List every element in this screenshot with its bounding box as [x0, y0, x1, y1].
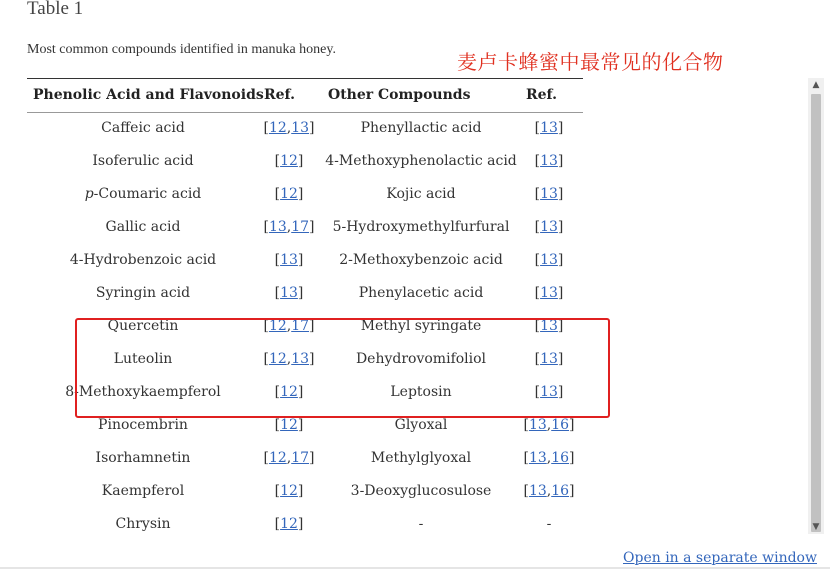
chinese-annotation: 麦卢卡蜂蜜中最常见的化合物: [457, 50, 724, 74]
phenolic-compound-cell: Chrysin: [115, 516, 171, 532]
reference-link[interactable]: 13: [540, 186, 558, 202]
phenolic-ref-cell: [12,17]: [263, 450, 315, 466]
other-compound-cell: 4-Methoxyphenolactic acid: [325, 153, 517, 169]
reference-link[interactable]: 13: [540, 318, 558, 334]
other-compound-cell: Kojic acid: [386, 186, 456, 202]
other-compound-cell: 5-Hydroxymethylfurfural: [332, 219, 510, 235]
reference-link[interactable]: 13: [528, 417, 547, 433]
table-row: [27, 252, 583, 285]
other-ref-cell: [13]: [534, 153, 564, 169]
phenolic-compound-cell: Syringin acid: [95, 285, 191, 301]
phenolic-ref-cell: [12,13]: [263, 351, 315, 367]
header-ref-1: Ref.: [264, 87, 295, 103]
table-top-rule: [27, 78, 583, 79]
reference-link[interactable]: 12: [268, 450, 287, 466]
table-row: [27, 516, 583, 549]
table-row: [27, 153, 583, 186]
reference-link[interactable]: 12: [280, 153, 298, 169]
other-compound-cell: Dehydrovomifoliol: [355, 351, 487, 367]
reference-link[interactable]: 17: [291, 450, 310, 466]
vertical-scrollbar[interactable]: [808, 78, 824, 534]
phenolic-ref-cell: [12,17]: [263, 318, 315, 334]
reference-link[interactable]: 13: [280, 252, 298, 268]
table-header-rule: [27, 112, 583, 113]
reference-link[interactable]: 12: [280, 516, 298, 532]
phenolic-compound-cell: Isoferulic acid: [92, 153, 194, 169]
other-compound-cell: Leptosin: [390, 384, 452, 400]
other-ref-cell: [13]: [534, 120, 564, 136]
other-compound-cell: Methyl syringate: [360, 318, 482, 334]
other-ref-cell: [13]: [534, 186, 564, 202]
scroll-down-icon[interactable]: ▼: [812, 522, 820, 532]
reference-link[interactable]: 17: [291, 318, 310, 334]
reference-link[interactable]: 13: [280, 285, 298, 301]
phenolic-ref-cell: [12]: [274, 153, 304, 169]
table-title: Table 1: [27, 0, 84, 19]
other-ref-cell: -: [546, 516, 552, 532]
table-caption: Most common compounds identified in manuka honey.: [27, 42, 336, 57]
phenolic-ref-cell: [12]: [274, 384, 304, 400]
phenolic-compound-cell: Caffeic acid: [101, 120, 185, 136]
reference-link[interactable]: 12: [268, 351, 287, 367]
header-ref-2: Ref.: [526, 87, 557, 103]
phenolic-ref-cell: [13]: [274, 252, 304, 268]
phenolic-compound-cell: Gallic acid: [105, 219, 181, 235]
reference-link[interactable]: 13: [268, 219, 287, 235]
other-compound-cell: 3-Deoxyglucosulose: [350, 483, 492, 499]
phenolic-compound-cell: Isorhamnetin: [95, 450, 191, 466]
header-other: Other Compounds: [328, 87, 471, 103]
reference-link[interactable]: 13: [540, 219, 558, 235]
reference-link[interactable]: 13: [540, 285, 558, 301]
reference-link[interactable]: 13: [291, 120, 310, 136]
table-row: [27, 417, 583, 450]
table-row: [27, 285, 583, 318]
reference-link[interactable]: 12: [268, 120, 287, 136]
phenolic-ref-cell: [12]: [274, 417, 304, 433]
other-ref-cell: [13]: [534, 384, 564, 400]
other-ref-cell: [13]: [534, 318, 564, 334]
other-compound-cell: Methylglyoxal: [370, 450, 472, 466]
other-ref-cell: [13]: [534, 285, 564, 301]
table-row: [27, 120, 583, 153]
other-ref-cell: [13,16]: [523, 450, 575, 466]
open-separate-window-link[interactable]: Open in a separate window: [623, 550, 817, 566]
phenolic-ref-cell: [13]: [274, 285, 304, 301]
other-compound-cell: Phenyllactic acid: [360, 120, 482, 136]
phenolic-compound-cell: 8-Methoxykaempferol: [65, 384, 221, 400]
other-compound-cell: Glyoxal: [394, 417, 448, 433]
header-phenolic: Phenolic Acid and Flavonoids: [33, 87, 264, 103]
table-row: [27, 219, 583, 252]
phenolic-compound-cell: Pinocembrin: [98, 417, 188, 433]
reference-link[interactable]: 13: [291, 351, 310, 367]
other-compound-cell: Phenylacetic acid: [358, 285, 484, 301]
scroll-thumb[interactable]: [811, 94, 821, 532]
phenolic-compound-cell: Luteolin: [113, 351, 173, 367]
phenolic-ref-cell: [12]: [274, 186, 304, 202]
other-ref-cell: [13]: [534, 351, 564, 367]
reference-link[interactable]: 13: [528, 483, 547, 499]
phenolic-compound-cell: p-Coumaric acid: [84, 186, 202, 202]
reference-link[interactable]: 13: [528, 450, 547, 466]
reference-link[interactable]: 12: [280, 384, 298, 400]
reference-link[interactable]: 13: [540, 252, 558, 268]
phenolic-ref-cell: [13,17]: [263, 219, 315, 235]
reference-link[interactable]: 12: [268, 318, 287, 334]
reference-link[interactable]: 12: [280, 483, 298, 499]
reference-link[interactable]: 13: [540, 120, 558, 136]
phenolic-ref-cell: [12,13]: [263, 120, 315, 136]
other-compound-cell: -: [418, 516, 424, 532]
other-compound-cell: 2-Methoxybenzoic acid: [339, 252, 503, 268]
table-row: [27, 483, 583, 516]
phenolic-ref-cell: [12]: [274, 483, 304, 499]
other-ref-cell: [13]: [534, 219, 564, 235]
other-ref-cell: [13,16]: [523, 483, 575, 499]
reference-link[interactable]: 13: [540, 384, 558, 400]
reference-link[interactable]: 12: [280, 186, 298, 202]
table-row: [27, 186, 583, 219]
reference-link[interactable]: 16: [551, 450, 570, 466]
reference-link[interactable]: 12: [280, 417, 298, 433]
phenolic-compound-cell: Kaempferol: [101, 483, 185, 499]
reference-link[interactable]: 16: [551, 483, 570, 499]
reference-link[interactable]: 13: [540, 351, 558, 367]
phenolic-compound-cell: 4-Hydrobenzoic acid: [69, 252, 217, 268]
other-ref-cell: [13,16]: [523, 417, 575, 433]
highlight-box: [75, 318, 610, 418]
reference-link[interactable]: 13: [540, 153, 558, 169]
reference-link[interactable]: 16: [551, 417, 570, 433]
phenolic-compound-cell: Quercetin: [107, 318, 179, 334]
reference-link[interactable]: 17: [291, 219, 310, 235]
table-row: [27, 450, 583, 483]
other-ref-cell: [13]: [534, 252, 564, 268]
phenolic-ref-cell: [12]: [274, 516, 304, 532]
scroll-up-icon[interactable]: ▲: [812, 80, 820, 90]
